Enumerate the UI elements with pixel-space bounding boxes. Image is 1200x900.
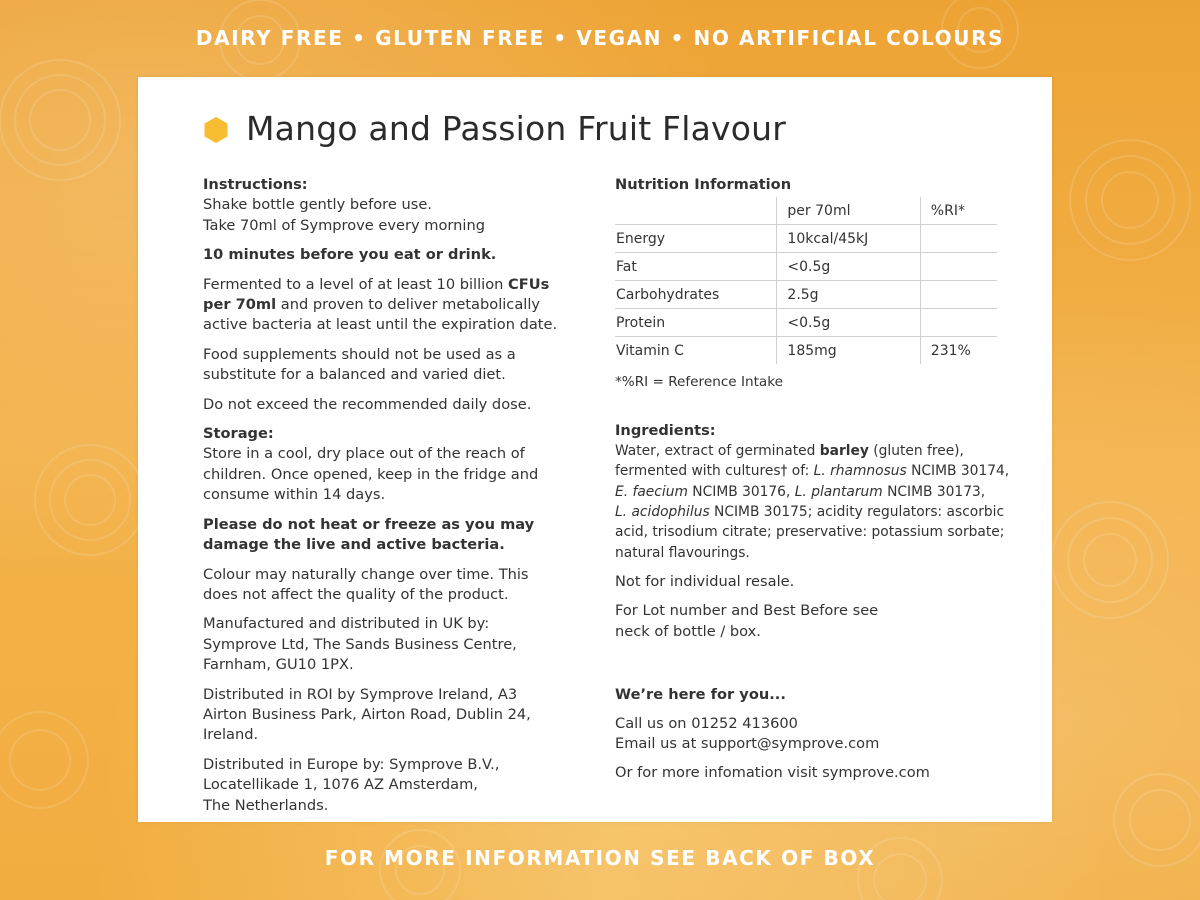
table-header: per 70ml (777, 197, 920, 225)
table-cell: <0.5g (777, 309, 920, 337)
label-card (138, 77, 1052, 822)
ingredients-text: NCIMB 30174, (906, 463, 1010, 480)
table-row (615, 337, 997, 365)
ingredients-culture: E. faecium (615, 483, 688, 500)
ingredients-text: NCIMB 30176, (687, 483, 795, 500)
storage-line: Store in a cool, dry place out of the reach of (203, 445, 525, 463)
table-row (615, 309, 997, 337)
storage-line: children. Once opened, keep in the fridge and (203, 465, 539, 483)
europe-distributor-address (203, 755, 583, 816)
hexagon-icon (202, 116, 230, 144)
storage-block (203, 424, 583, 506)
ingredients-culture: L. plantarum (794, 483, 883, 500)
heat-warning (203, 515, 583, 556)
storage-label: Storage: (203, 425, 274, 443)
table-row (615, 253, 997, 281)
lot-notice (615, 601, 1005, 642)
ferment-cfus: CFUs (508, 275, 550, 293)
colour-notice (203, 565, 583, 606)
instructions-line: Take 70ml of Symprove every morning (203, 216, 485, 234)
roi-distributor-address (203, 685, 583, 746)
table-row (615, 281, 997, 309)
table-cell (920, 281, 997, 309)
ingredients-block (615, 421, 1010, 563)
ferment-per-70ml: per 70ml (203, 296, 277, 314)
table-row (615, 225, 997, 253)
table-cell: Fat (615, 253, 777, 281)
ingredients-culture: L. rhamnosus (813, 463, 907, 480)
instructions-block (203, 175, 583, 236)
address-line: Manufactured and distributed in UK by: (203, 615, 490, 633)
address-line: Distributed in Europe by: Symprove B.V., (203, 755, 500, 773)
table-cell: Vitamin C (616, 342, 684, 359)
ingredients-text: NCIMB 30175; acidity regulators: ascorbic (709, 504, 1005, 520)
table-cell: 185mg (777, 337, 920, 365)
table-header-row (615, 197, 997, 225)
table-cell (920, 253, 997, 281)
table-cell: Protein (615, 309, 777, 337)
heat-warning-line: damage the live and active bacteria. (203, 536, 505, 554)
colour-line: does not affect the quality of the product. (203, 585, 509, 603)
address-line: Distributed in ROI by Symprove Ireland, A3 (203, 685, 518, 703)
dose-warning: Do not exceed the recommended daily dose. (203, 395, 532, 413)
address-line: Locatellikade 1, 1076 AZ Amsterdam, (203, 776, 478, 794)
ingredients-text: Water, extract of germinated (615, 443, 820, 460)
address-line: The Netherlands. (203, 796, 329, 814)
ingredients-culture: L. acidophilus (615, 504, 710, 520)
ingredients-label: Ingredients: (615, 421, 716, 439)
resale-notice: Not for individual resale. (615, 572, 795, 590)
lot-line: For Lot number and Best Before see (615, 602, 879, 620)
instructions-timing: 10 minutes before you eat or drink. (203, 246, 497, 264)
table-cell: 10kcal/45kJ (777, 225, 920, 253)
contact-email: Email us at support@symprove.com (615, 734, 880, 752)
colour-line: Colour may naturally change over time. This (203, 565, 529, 583)
ingredients-allergen: barley (819, 443, 869, 460)
left-column (203, 175, 583, 825)
ingredients-text: NCIMB 30173, (882, 483, 986, 500)
ingredients-text: acid, trisodium citrate; preservative: potassium sorbate; (615, 524, 1005, 541)
table-cell: <0.5g (777, 253, 920, 281)
ingredients-text: natural flavourings. (615, 544, 750, 561)
table-cell: Carbohydrates (615, 281, 777, 309)
address-line: Farnham, GU10 1PX. (203, 656, 354, 674)
table-cell (920, 225, 997, 253)
contact-website: Or for more infomation visit symprove.com (615, 764, 930, 782)
contact-heading: We’re here for you... (615, 686, 786, 704)
contact-block (615, 685, 1005, 754)
storage-line: consume within 14 days. (203, 486, 386, 504)
manufacturer-address (203, 614, 583, 675)
product-title: Mango and Passion Fruit Flavour (246, 109, 787, 148)
supplement-warning (203, 345, 583, 386)
right-column (615, 175, 1010, 793)
top-banner: DAIRY FREE • GLUTEN FREE • VEGAN • NO ARTIFICIAL COLOURS (195, 26, 1005, 50)
nutrition-title: Nutrition Information (615, 176, 792, 193)
ferment-pre: Fermented to a level of at least 10 billion (203, 275, 509, 293)
table-cell: 231% (920, 337, 997, 365)
table-cell: Energy (615, 225, 777, 253)
table-header: %RI* (920, 197, 997, 225)
ferment-mid: and proven to deliver metabolically (276, 296, 541, 314)
address-line: Airton Business Park, Airton Road, Dublin 24, (203, 705, 531, 723)
ferment-end: active bacteria at least until the expiration date. (203, 316, 558, 334)
ingredients-text: (gluten free), (868, 443, 964, 460)
address-line: Ireland. (203, 726, 259, 744)
supplement-line: substitute for a balanced and varied diet. (203, 366, 506, 384)
nutrition-table (615, 197, 997, 364)
table-header (615, 197, 777, 225)
heat-warning-line: Please do not heat or freeze as you may (203, 515, 535, 533)
table-cell (920, 309, 997, 337)
bottom-banner: FOR MORE INFORMATION SEE BACK OF BOX (324, 846, 876, 870)
table-cell: 2.5g (777, 281, 920, 309)
supplement-line: Food supplements should not be used as a (203, 345, 516, 363)
lot-line: neck of bottle / box. (615, 622, 761, 640)
address-line: Symprove Ltd, The Sands Business Centre, (203, 635, 517, 653)
contact-phone: Call us on 01252 413600 (615, 714, 798, 732)
fermentation-text (203, 275, 583, 336)
instructions-line: Shake bottle gently before use. (203, 196, 432, 214)
instructions-label: Instructions: (203, 176, 308, 193)
nutrition-footnote: *%RI = Reference Intake (615, 374, 784, 391)
ingredients-text: fermented with cultures† of: (615, 463, 814, 480)
